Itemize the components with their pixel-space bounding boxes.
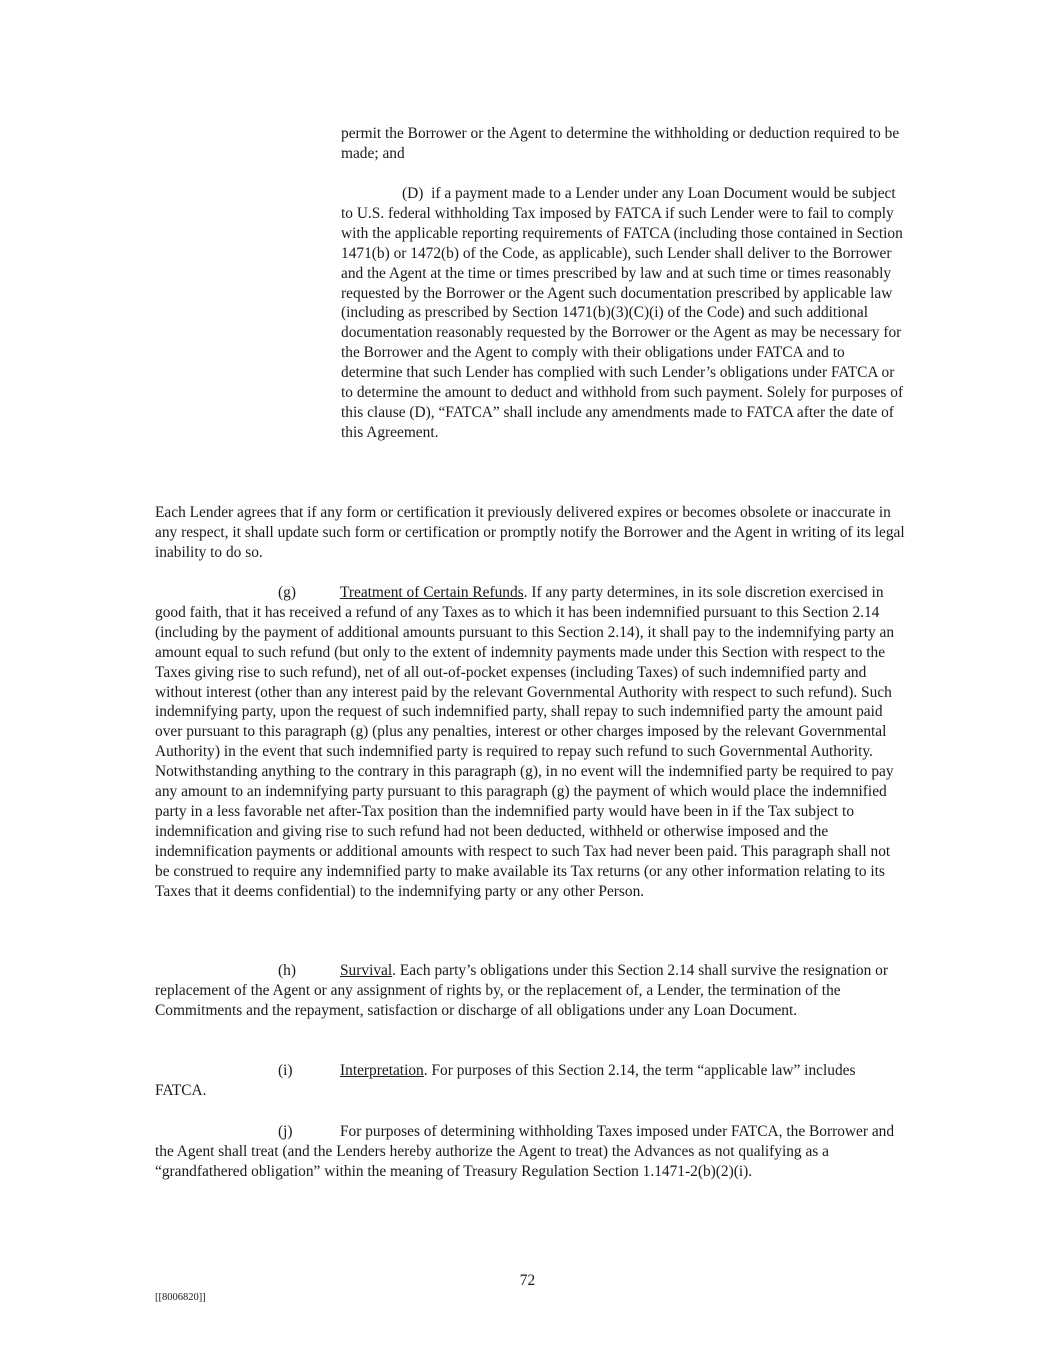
section-h-heading: Survival	[340, 962, 393, 979]
continuation-paragraph: permit the Borrower or the Agent to determine the withholding or deduction required to be made; and	[341, 125, 900, 162]
section-h-text: . Each party’s obligations under this Section 2.14 shall survive the resignation or replacement of the Agent or any assignment of rights by, or the replacement of, a Lender, the termination of the Commitments and the repayment, satisfaction or discharge of all obligations under any Loan Document.	[155, 962, 888, 1019]
section-g-label: (g)	[278, 584, 296, 601]
section-h-label: (h)	[278, 962, 296, 979]
section-i-text: . For purposes of this Section 2.14, the term “applicable law” includes FATCA.	[155, 1062, 856, 1099]
section-g-heading: Treatment of Certain Refunds	[340, 584, 524, 601]
page-number: 72	[519, 1272, 536, 1289]
section-i-paragraph	[155, 1061, 905, 1101]
section-g-text: . If any party determines, in its sole discretion exercised in good faith, that it has received a refund of any Taxes as to which it has been indemnified pursuant to this Section 2.14 (including by the payment of additional amounts pursuant to this Section 2.14), it shall pay to the indemnifying party an amount equal to such refund (but only to the extent of indemnity payments made under this Section with respect to the Taxes giving rise to such refund), net of all out-of-pocket expenses (including Taxes) of such indemnified party and without interest (other than any interest paid by the relevant Governmental Authority with respect to such refund). Such indemnifying party, upon the request of such indemnified party, shall repay to such indemnified party the amount paid over pursuant to this paragraph (g) (plus any penalties, interest or other charges imposed by the relevant Governmental Authority) in the event that such indemnified party is required to repay such refund to such Governmental Authority. Notwithstanding anything to the contrary in this paragraph (g), in no event will the indemnified party be required to pay any amount to an indemnifying party pursuant to this paragraph (g) the payment of which would place the indemnified party in a less favorable net after-Tax position than the indemnified party would have been in if the Tax subject to indemnification and giving rise to such refund had not been deducted, withheld or otherwise imposed and the indemnification payments or additional amounts with respect to such Tax had never been paid. This paragraph shall not be construed to require any indemnified party to make available its Tax returns (or any other information relating to its Taxes that it deems confidential) to the indemnifying party or any other Person.	[155, 584, 895, 900]
section-j-label: (j)	[278, 1123, 293, 1140]
section-i-label: (i)	[278, 1062, 293, 1079]
clause-d-label: (D)	[402, 185, 424, 202]
section-j-text: For purposes of determining withholding Taxes imposed under FATCA, the Borrower and the Agent shall treat (and the Lenders hereby authorize the Agent to treat) the Advances as not qualifying as a “grandfathered obligation” within the meaning of Treasury Regulation Section 1.1471-2(b)(2)(i).	[155, 1123, 895, 1180]
each-lender-paragraph: Each Lender agrees that if any form or certification it previously delivered expires or becomes obsolete or inaccurate in any respect, it shall update such form or certification or promptly notify the Borrower and the Agent in writing of its legal inability to do so.	[155, 504, 905, 561]
section-i-heading: Interpretation	[340, 1062, 424, 1079]
clause-d-text: if a payment made to a Lender under any Loan Document would be subject to U.S. federal withholding Tax imposed by FATCA if such Lender were to fail to comply with the applicable reporting requirements of FATCA (including those contained in Section 1471(b) or 1472(b) of the Code, as applicable), such Lender shall deliver to the Borrower and the Agent at the time or times prescribed by law and at such time or times reasonably requested by the Borrower or the Agent such documentation prescribed by applicable law (including as prescribed by Section 1471(b)(3)(C)(i) of the Code) and such additional documentation reasonably requested by the Borrower or the Agent as may be necessary for the Borrower and the Agent to comply with their obligations under FATCA and to determine that such Lender has complied with such Lender’s obligations under FATCA or to determine the amount to deduct and withhold from such payment. Solely for purposes of this clause (D), “FATCA” shall include any amendments made to FATCA after the date of this Agreement.	[341, 185, 904, 441]
section-h-paragraph	[155, 961, 905, 1021]
clause-d-paragraph	[341, 184, 906, 443]
section-j-paragraph	[155, 1122, 905, 1182]
document-id: [[8006820]]	[155, 1292, 206, 1303]
section-g-paragraph	[155, 583, 905, 902]
